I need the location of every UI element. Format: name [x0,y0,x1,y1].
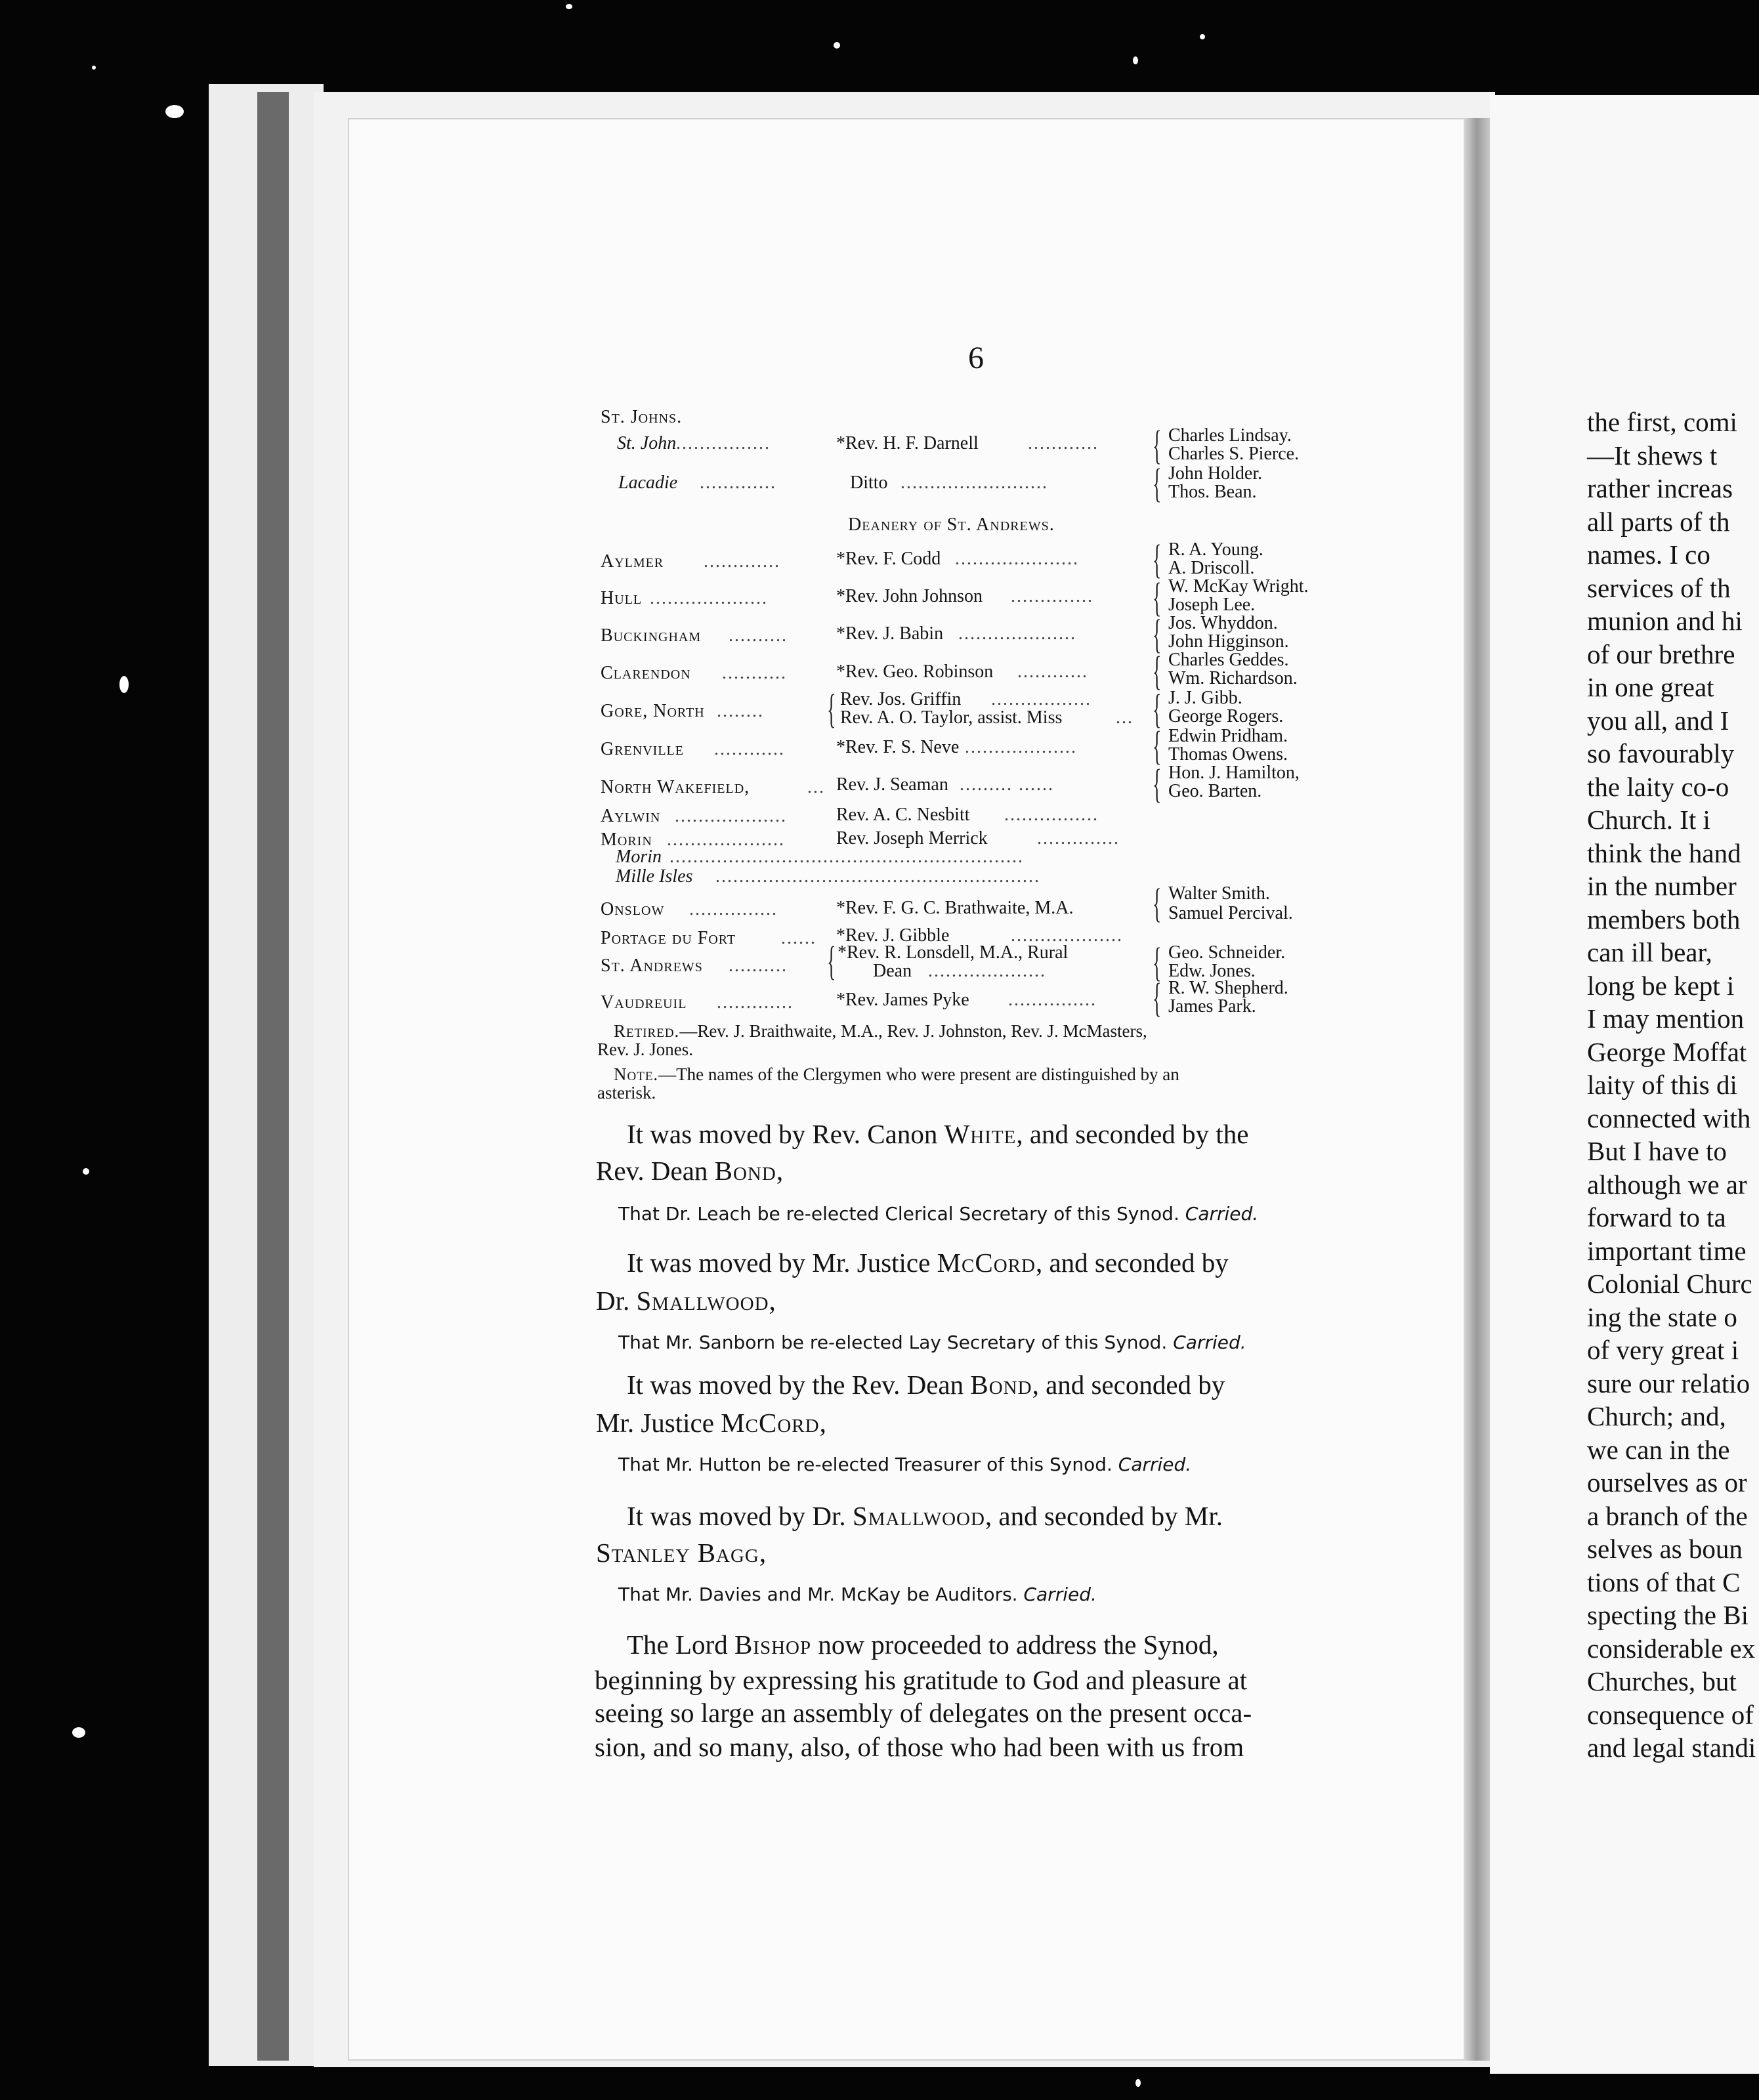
brace: { [1153,612,1162,657]
closing-text: now proceeded to address the Synod, [811,1629,1219,1660]
facing-page-line: George Moffat [1587,1036,1747,1067]
clergy-name: *Rev. J. Gibble [836,925,950,946]
dot-leader: ................... [965,737,1077,757]
motion-text [627,1121,1248,1148]
brace: { [1153,537,1162,582]
clergy-name: Rev. J. Seaman [836,774,948,795]
page-gutter [1464,118,1490,2061]
dot-leader: ................ [1004,805,1099,825]
facing-page-line: although we ar [1587,1169,1747,1200]
dot-leader: ............................................................ [669,847,1024,867]
clergy-name: *Rev. Geo. Robinson [836,662,994,682]
dot-leader: .......... [729,956,788,976]
clergy-name: *Rev. James Pyke [836,990,969,1010]
facing-page-line: all parts of th [1587,506,1730,537]
lay-delegate: James Park. [1168,996,1256,1017]
lay-delegate: Thos. Bean. [1168,482,1257,502]
parish-name: St. John [617,433,677,453]
retired-line [614,1022,1147,1040]
lay-delegate: R. W. Shepherd. [1168,978,1288,998]
dot-leader: .................... [958,623,1076,644]
lay-delegate: Charles S. Pierce. [1168,444,1300,464]
parish-name: Clarendon [601,663,691,683]
dot-leader: ................. [991,689,1091,709]
lay-delegate: Charles Geddes. [1168,650,1289,670]
parish-name: Hull [601,588,643,608]
deanery-heading: Deanery of St. Andrews. [848,514,1055,535]
clergy-name: *Rev. F. S. Neve [836,737,960,757]
dot-leader: ............. [704,551,780,572]
dot-leader: ........ [717,701,764,721]
dot-leader: ....................................................... [715,866,1040,887]
clergy-name: *Rev. R. Lonsdell, M.A., Rural [837,942,1069,963]
lay-delegate: Thomas Owens. [1168,744,1288,765]
dot-leader: .................... [667,830,785,850]
facing-page-line: But I have to [1587,1136,1727,1166]
motion-text: , and seconded by [1035,1248,1229,1278]
scan-speck [834,42,840,49]
clergy-name: *Rev. H. F. Darnell [836,433,979,453]
lay-delegate: Edwin Pridham. [1168,726,1288,746]
motion-text [596,1540,766,1566]
dot-leader: ............ [1028,433,1099,453]
dot-leader: ... [807,777,825,797]
resolution-text: That Mr. Sanborn be re-elected Lay Secretary of this Synod. [618,1332,1168,1353]
status-carried: Carried. [1023,1584,1097,1605]
motion-text: It was moved by Mr. Justice [627,1248,937,1278]
motion-text: , [759,1538,767,1568]
lay-delegate: Jos. Whyddon. [1168,613,1278,633]
resolution-text: That Mr. Davies and Mr. McKay be Auditors. [618,1584,1018,1605]
facing-page-line: we can in the [1587,1434,1730,1465]
person-name: White [944,1119,1017,1149]
closing-text: beginning by expressing his gratitude to God and pleasure at [595,1665,1248,1695]
parish-name: Buckingham [601,625,702,646]
retired-label: Retired. [614,1021,680,1041]
brace: { [1153,724,1162,768]
lay-delegate: Joseph Lee. [1168,595,1256,615]
resolution [618,1456,1191,1474]
lay-delegate: John Higginson. [1168,631,1289,652]
closing-text: The Lord [627,1629,734,1660]
motion-text: It was moved by the Rev. Dean [627,1370,971,1400]
book-edge-shadow [257,92,289,2061]
lay-delegate: Edw. Jones. [1168,961,1256,981]
parish-name: Mille Isles [616,866,693,887]
resolution [618,1586,1097,1604]
scan-speck [119,676,129,693]
facing-page-line: the laity co-o [1587,771,1729,802]
facing-page-line: sure our relatio [1587,1368,1750,1398]
facing-page-line: the first, comi [1587,407,1737,437]
facing-page-line: and legal standi [1587,1732,1756,1763]
lay-delegate: Geo. Barten. [1168,781,1262,801]
lay-delegate: Hon. J. Hamilton, [1168,763,1300,783]
clergy-name: Rev. Joseph Merrick [836,828,988,849]
facing-page-line: of our brethre [1587,639,1735,669]
clergy-name: Ditto [850,472,888,493]
dot-leader: ............ [1017,662,1088,682]
clergy-name: Rev. A. C. Nesbitt [836,805,970,825]
dot-leader: ................... [675,806,787,826]
dot-leader: .................... [928,961,1046,981]
dot-leader: ................ [676,433,771,453]
facing-page-line: in one great [1587,672,1714,702]
motion-text: , and seconded by [1032,1370,1225,1400]
person-name: Stanley Bagg [596,1538,759,1568]
lay-delegate: Samuel Percival. [1168,903,1293,923]
scan-speck [566,4,572,9]
motion-text: Mr. Justice [596,1408,721,1438]
dot-leader: ......................... [901,472,1048,493]
person-name: Bond [970,1370,1032,1400]
closing-text [627,1631,1219,1658]
facing-page-line: important time [1587,1235,1747,1266]
status-carried: Carried. [1173,1332,1246,1353]
parish-name: St. Andrews [601,956,703,976]
person-name: Smallwood [852,1501,985,1531]
clergy-name: *Rev. F. G. C. Brathwaite, M.A. [836,898,1074,918]
brace: { [1153,461,1162,506]
note-text: asterisk. [597,1083,656,1102]
clergy-name: *Rev. John Johnson [836,586,983,606]
facing-page-line: forward to ta [1587,1202,1726,1232]
closing-text: sion, and so many, also, of those who had been with us from [595,1732,1244,1762]
scan-speck [83,1168,89,1175]
lay-delegate: A. Driscoll. [1168,558,1255,578]
parish-name: Onslow [601,899,665,919]
brace: { [1153,762,1162,807]
scan-speck [1135,2079,1141,2087]
motion-text [596,1410,826,1437]
motion-text [596,1288,776,1314]
motion-text: , and seconded by the [1016,1119,1249,1149]
dot-leader: ............... [1008,990,1097,1010]
facing-page-line: Church. It i [1587,805,1710,835]
facing-page-line: Church; and, [1587,1401,1726,1431]
facing-page-line: a branch of the [1587,1500,1748,1531]
brace: { [1153,976,1162,1020]
facing-page-line: names. I co [1587,539,1710,570]
motion-text: It was moved by Rev. Canon [627,1119,944,1149]
parish-name: Gore, North [601,701,705,721]
status-carried: Carried. [1185,1203,1259,1225]
parish-name: North Wakefield, [601,777,750,797]
facing-page-line: —It shews t [1587,440,1718,471]
book-page [348,118,1483,2061]
clergy-name: Rev. A. O. Taylor, assist. Miss [840,707,1063,728]
facing-page-line: of very great i [1587,1335,1739,1365]
resolution [618,1334,1246,1352]
facing-page-line: consequence of [1587,1699,1754,1730]
motion-text: It was moved by Dr. [627,1501,853,1531]
facing-page-line: connected with [1587,1102,1751,1133]
lay-delegate: John Holder. [1168,463,1263,484]
dot-leader: ............ [714,739,785,759]
parish-name: Aylwin [601,806,661,826]
scan-speck [92,66,96,70]
facing-page-line: services of th [1587,572,1731,603]
facing-page-line: Colonial Churc [1587,1269,1752,1299]
motion-text: , [819,1408,826,1438]
scan-speck [1200,34,1205,39]
dot-leader: .......... [729,625,788,646]
facing-page [1490,95,1759,2074]
note-text: —The names of the Clergymen who were present are distinguished by an [658,1064,1179,1084]
facing-page-line: munion and hi [1587,606,1743,636]
facing-page-line: so favourably [1587,738,1735,768]
person-name: Bond [714,1156,776,1186]
resolution-text: That Dr. Leach be re-elected Clerical Secretary of this Synod. [618,1203,1179,1225]
facing-page-line: in the number [1587,871,1737,901]
facing-page-line: specting the Bi [1587,1600,1748,1630]
dot-leader: .................... [650,588,768,608]
facing-page-line: I may mention [1587,1003,1745,1034]
parish-name: Lacadie [618,472,678,493]
dot-leader: ............... [689,899,778,919]
motion-text [627,1372,1225,1398]
brace: { [1153,576,1162,620]
motion-text: , [769,1286,776,1316]
closing-text: seeing so large an assembly of delegates on the present occa- [595,1698,1252,1728]
facing-page-line: considerable ex [1587,1633,1756,1664]
lay-delegate: Geo. Schneider. [1168,942,1286,963]
facing-page-line: ing the state o [1587,1301,1737,1332]
motion-text [596,1158,783,1185]
motion-text: , [776,1156,784,1186]
dot-leader: ... [1116,707,1134,728]
dot-leader: ............. [700,472,776,493]
facing-page-line: selves as boun [1587,1534,1743,1564]
parish-name: Vaudreuil [601,992,687,1013]
facing-page-line: rather increas [1587,473,1733,503]
parish-name: Morin [616,847,662,867]
clergy-name: Dean [873,961,912,981]
dot-leader: ................... [1011,925,1123,946]
brace: { [1153,881,1162,926]
facing-page-line: laity of this di [1587,1070,1737,1100]
motion-text [627,1250,1229,1276]
facing-page-line: members both [1587,904,1741,934]
facing-page-line: tions of that C [1587,1566,1741,1597]
person-name: McCord [721,1408,820,1438]
lay-delegate: R. A. Young. [1168,539,1263,560]
brace: { [827,939,836,984]
dot-leader: ........... [722,663,787,683]
lay-delegate: George Rogers. [1168,706,1284,726]
parish-name: Aylmer [601,551,664,572]
scan-speck [72,1727,85,1738]
facing-page-line: you all, and I [1587,705,1729,736]
clergy-name: Rev. Jos. Griffin [840,689,962,709]
lay-delegate: Walter Smith. [1168,883,1270,904]
brace: { [1153,940,1162,985]
facing-page-line: Churches, but [1587,1666,1737,1696]
page-number: 6 [968,341,984,375]
note-line [614,1066,1179,1083]
dot-leader: .............. [1011,586,1093,606]
resolution-text: That Mr. Hutton be re-elected Treasurer of this Synod. [618,1454,1113,1475]
brace: { [1153,423,1162,468]
clergy-name: *Rev. J. Babin [836,623,944,644]
brace: { [1153,649,1162,694]
motion-text: , and seconded by Mr. [985,1501,1223,1531]
facing-page-line: think the hand [1587,837,1741,868]
resolution [618,1205,1258,1223]
dot-leader: ......... ...... [960,774,1054,795]
person-name: Smallwood [636,1286,769,1316]
dot-leader: .............. [1037,828,1120,849]
retired-text: —Rev. J. Braithwaite, M.A., Rev. J. Johnston, Rev. J. McMasters, [679,1021,1147,1041]
brace: { [1153,687,1162,732]
parish-name: Portage du Fort [601,928,736,948]
clergy-name: *Rev. F. Codd [836,549,941,569]
lay-delegate: Charles Lindsay. [1168,425,1292,446]
parish-name: Grenville [601,739,684,759]
status-carried: Carried. [1118,1454,1192,1475]
motion-text [627,1503,1223,1530]
facing-page-line: can ill bear, [1587,937,1712,967]
dot-leader: ..................... [955,549,1079,569]
lay-delegate: Wm. Richardson. [1168,668,1298,688]
lay-delegate: J. J. Gibb. [1168,688,1242,708]
person-name: Bishop [734,1629,812,1660]
motion-text: Rev. Dean [596,1156,715,1186]
scan-speck [1133,56,1138,64]
dot-leader: ...... [781,928,816,948]
person-name: McCord [937,1248,1036,1278]
dot-leader: ............. [717,992,794,1013]
note-label: Note. [614,1064,659,1084]
section-heading-st-johns: St. Johns. [601,407,683,427]
retired-text: Rev. J. Jones. [597,1040,693,1059]
scan-speck [165,105,184,118]
brace: { [827,687,836,732]
motion-text: Dr. [596,1286,637,1316]
parish-name: Morin [601,830,652,850]
lay-delegate: W. McKay Wright. [1168,576,1309,597]
facing-page-line: ourselves as or [1587,1467,1747,1498]
facing-page-line: long be kept i [1587,970,1735,1001]
